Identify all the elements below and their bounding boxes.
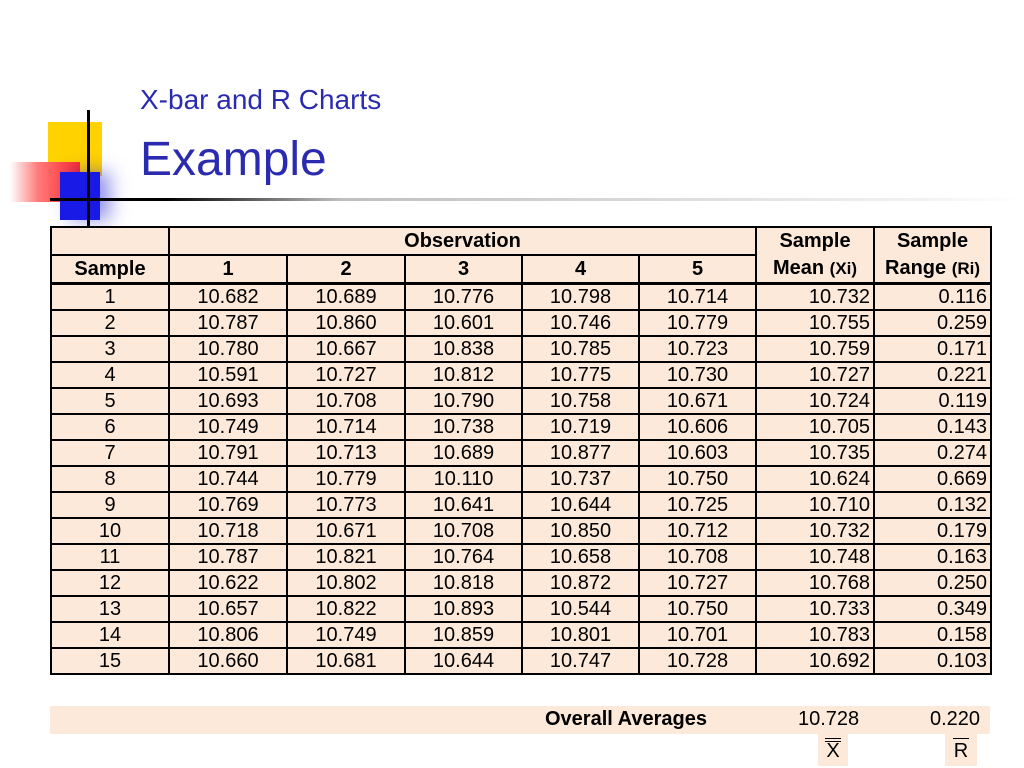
observation-cell: 10.714 xyxy=(287,414,405,440)
observation-cell: 10.775 xyxy=(522,362,639,388)
sample-number-cell: 14 xyxy=(51,622,169,648)
observation-cell: 10.872 xyxy=(522,570,639,596)
sample-mean-cell: 10.735 xyxy=(756,440,874,466)
observation-cell: 10.730 xyxy=(639,362,756,388)
obs-header-1: 1 xyxy=(169,255,287,284)
observation-cell: 10.712 xyxy=(639,518,756,544)
sample-mean-cell: 10.705 xyxy=(756,414,874,440)
observation-cell: 10.544 xyxy=(522,596,639,622)
observation-cell: 10.591 xyxy=(169,362,287,388)
observation-cell: 10.682 xyxy=(169,284,287,311)
decorative-blue-block xyxy=(60,172,100,220)
observation-cell: 10.838 xyxy=(405,336,522,362)
sample-range-symbol: (Ri) xyxy=(951,259,981,278)
slide-subtitle: X-bar and R Charts xyxy=(140,84,382,115)
observation-cell: 10.723 xyxy=(639,336,756,362)
observation-cell: 10.764 xyxy=(405,544,522,570)
sample-number-cell: 15 xyxy=(51,648,169,674)
observation-cell: 10.798 xyxy=(522,284,639,311)
observation-cell: 10.728 xyxy=(639,648,756,674)
sample-number-cell: 12 xyxy=(51,570,169,596)
sample-number-cell: 7 xyxy=(51,440,169,466)
overall-averages-label: Overall Averages xyxy=(545,708,707,730)
sample-range-cell: 0.158 xyxy=(874,622,991,648)
table-row xyxy=(51,466,991,492)
table-row xyxy=(51,622,991,648)
sample-number-cell: 4 xyxy=(51,362,169,388)
x-bar-line-top xyxy=(825,738,841,739)
observation-cell: 10.859 xyxy=(405,622,522,648)
sample-range-cell: 0.119 xyxy=(874,388,991,414)
observation-cell: 10.658 xyxy=(522,544,639,570)
table-row xyxy=(51,310,991,336)
sample-range-header xyxy=(874,227,991,284)
observation-cell: 10.791 xyxy=(169,440,287,466)
table-row xyxy=(51,518,991,544)
observation-cell: 10.779 xyxy=(287,466,405,492)
observation-cell: 10.657 xyxy=(169,596,287,622)
observation-cell: 10.790 xyxy=(405,388,522,414)
observation-cell: 10.850 xyxy=(522,518,639,544)
observation-cell: 10.606 xyxy=(639,414,756,440)
sample-number-cell: 6 xyxy=(51,414,169,440)
table-row xyxy=(51,284,991,311)
observation-cell: 10.750 xyxy=(639,596,756,622)
sample-header: Sample xyxy=(51,255,169,284)
observation-cell: 10.708 xyxy=(287,388,405,414)
observation-cell: 10.660 xyxy=(169,648,287,674)
observation-cell: 10.727 xyxy=(639,570,756,596)
observation-cell: 10.802 xyxy=(287,570,405,596)
overall-range-value: 0.220 xyxy=(930,708,981,730)
sample-range-cell: 0.132 xyxy=(874,492,991,518)
observation-cell: 10.641 xyxy=(405,492,522,518)
observation-cell: 10.746 xyxy=(522,310,639,336)
sample-range-cell: 0.274 xyxy=(874,440,991,466)
sample-range-header-line1: Sample xyxy=(896,230,969,252)
observation-cell: 10.714 xyxy=(639,284,756,311)
observation-cell: 10.738 xyxy=(405,414,522,440)
observation-cell: 10.758 xyxy=(522,388,639,414)
sample-mean-symbol: (Xi) xyxy=(829,259,858,278)
sample-number-cell: 11 xyxy=(51,544,169,570)
table-row xyxy=(51,544,991,570)
observation-cell: 10.603 xyxy=(639,440,756,466)
sample-mean-cell: 10.710 xyxy=(756,492,874,518)
observation-cell: 10.725 xyxy=(639,492,756,518)
obs-header-5: 5 xyxy=(639,255,756,284)
observation-cell: 10.622 xyxy=(169,570,287,596)
r-bar-line xyxy=(953,738,969,739)
observation-cell: 10.708 xyxy=(639,544,756,570)
observation-cell: 10.737 xyxy=(522,466,639,492)
table-row xyxy=(51,388,991,414)
observation-cell: 10.747 xyxy=(522,648,639,674)
observation-cell: 10.779 xyxy=(639,310,756,336)
observation-cell: 10.744 xyxy=(169,466,287,492)
sample-range-cell: 0.259 xyxy=(874,310,991,336)
observation-cell: 10.821 xyxy=(287,544,405,570)
sample-mean-header-line2: Mean xyxy=(772,257,825,279)
sample-number-cell: 3 xyxy=(51,336,169,362)
observation-cell: 10.773 xyxy=(287,492,405,518)
sample-number-cell: 1 xyxy=(51,284,169,311)
header-empty-cell xyxy=(51,227,169,255)
table-row xyxy=(51,492,991,518)
observation-cell: 10.812 xyxy=(405,362,522,388)
sample-mean-cell: 10.783 xyxy=(756,622,874,648)
observation-cell: 10.689 xyxy=(405,440,522,466)
observation-cell: 10.806 xyxy=(169,622,287,648)
header-row-1 xyxy=(51,227,991,255)
decorative-vertical-line xyxy=(87,110,90,228)
overall-averages-row xyxy=(50,706,990,734)
sample-mean-cell: 10.755 xyxy=(756,310,874,336)
observation-cell: 10.787 xyxy=(169,310,287,336)
observation-cell: 10.877 xyxy=(522,440,639,466)
observation-cell: 10.713 xyxy=(287,440,405,466)
observation-cell: 10.667 xyxy=(287,336,405,362)
sample-range-cell: 0.349 xyxy=(874,596,991,622)
x-double-bar-letter: X xyxy=(826,740,840,762)
sample-mean-header-line1: Sample xyxy=(779,230,851,252)
sample-mean-cell: 10.732 xyxy=(756,284,874,311)
obs-header-3: 3 xyxy=(405,255,522,284)
table-row xyxy=(51,414,991,440)
observation-cell: 10.727 xyxy=(287,362,405,388)
observation-cell: 10.893 xyxy=(405,596,522,622)
sample-range-cell: 0.116 xyxy=(874,284,991,311)
observation-cell: 10.671 xyxy=(639,388,756,414)
sample-range-cell: 0.221 xyxy=(874,362,991,388)
observation-cell: 10.601 xyxy=(405,310,522,336)
observation-cell: 10.719 xyxy=(522,414,639,440)
observation-cell: 10.701 xyxy=(639,622,756,648)
observation-cell: 10.749 xyxy=(169,414,287,440)
observation-cell: 10.644 xyxy=(522,492,639,518)
sample-mean-cell: 10.624 xyxy=(756,466,874,492)
sample-number-cell: 5 xyxy=(51,388,169,414)
sample-number-cell: 8 xyxy=(51,466,169,492)
sample-range-cell: 0.669 xyxy=(874,466,991,492)
observation-cell: 10.689 xyxy=(287,284,405,311)
x-double-bar-symbol xyxy=(818,734,848,766)
sample-number-cell: 10 xyxy=(51,518,169,544)
r-bar-letter: R xyxy=(953,740,969,762)
sample-range-cell: 0.250 xyxy=(874,570,991,596)
sample-mean-cell: 10.692 xyxy=(756,648,874,674)
r-bar-symbol xyxy=(945,734,977,766)
xbar-r-data-table xyxy=(50,226,992,675)
sample-number-cell: 13 xyxy=(51,596,169,622)
table-row xyxy=(51,596,991,622)
sample-mean-cell: 10.727 xyxy=(756,362,874,388)
table-row xyxy=(51,570,991,596)
sample-range-cell: 0.163 xyxy=(874,544,991,570)
sample-range-cell: 0.171 xyxy=(874,336,991,362)
table-row xyxy=(51,362,991,388)
sample-mean-header xyxy=(756,227,874,284)
observation-cell: 10.776 xyxy=(405,284,522,311)
observation-cell: 10.110 xyxy=(405,466,522,492)
obs-header-4: 4 xyxy=(522,255,639,284)
observation-header: Observation xyxy=(169,227,756,255)
slide-title: Example xyxy=(140,133,327,186)
observation-cell: 10.718 xyxy=(169,518,287,544)
sample-mean-cell: 10.768 xyxy=(756,570,874,596)
observation-cell: 10.749 xyxy=(287,622,405,648)
sample-number-cell: 9 xyxy=(51,492,169,518)
observation-cell: 10.822 xyxy=(287,596,405,622)
sample-range-cell: 0.103 xyxy=(874,648,991,674)
observation-cell: 10.644 xyxy=(405,648,522,674)
overall-mean-value: 10.728 xyxy=(798,708,860,730)
table-row xyxy=(51,440,991,466)
sample-mean-cell: 10.759 xyxy=(756,336,874,362)
observation-cell: 10.787 xyxy=(169,544,287,570)
observation-cell: 10.708 xyxy=(405,518,522,544)
sample-range-header-line2: Range xyxy=(885,257,947,279)
table-row xyxy=(51,648,991,674)
obs-header-2: 2 xyxy=(287,255,405,284)
observation-cell: 10.693 xyxy=(169,388,287,414)
observation-cell: 10.780 xyxy=(169,336,287,362)
sample-mean-cell: 10.724 xyxy=(756,388,874,414)
title-underline xyxy=(50,198,1020,201)
sample-range-cell: 0.179 xyxy=(874,518,991,544)
sample-number-cell: 2 xyxy=(51,310,169,336)
observation-cell: 10.769 xyxy=(169,492,287,518)
sample-mean-cell: 10.748 xyxy=(756,544,874,570)
observation-cell: 10.801 xyxy=(522,622,639,648)
sample-range-cell: 0.143 xyxy=(874,414,991,440)
observation-cell: 10.681 xyxy=(287,648,405,674)
table-row xyxy=(51,336,991,362)
observation-cell: 10.785 xyxy=(522,336,639,362)
sample-mean-cell: 10.732 xyxy=(756,518,874,544)
observation-cell: 10.750 xyxy=(639,466,756,492)
sample-mean-cell: 10.733 xyxy=(756,596,874,622)
observation-cell: 10.818 xyxy=(405,570,522,596)
observation-cell: 10.671 xyxy=(287,518,405,544)
observation-cell: 10.860 xyxy=(287,310,405,336)
